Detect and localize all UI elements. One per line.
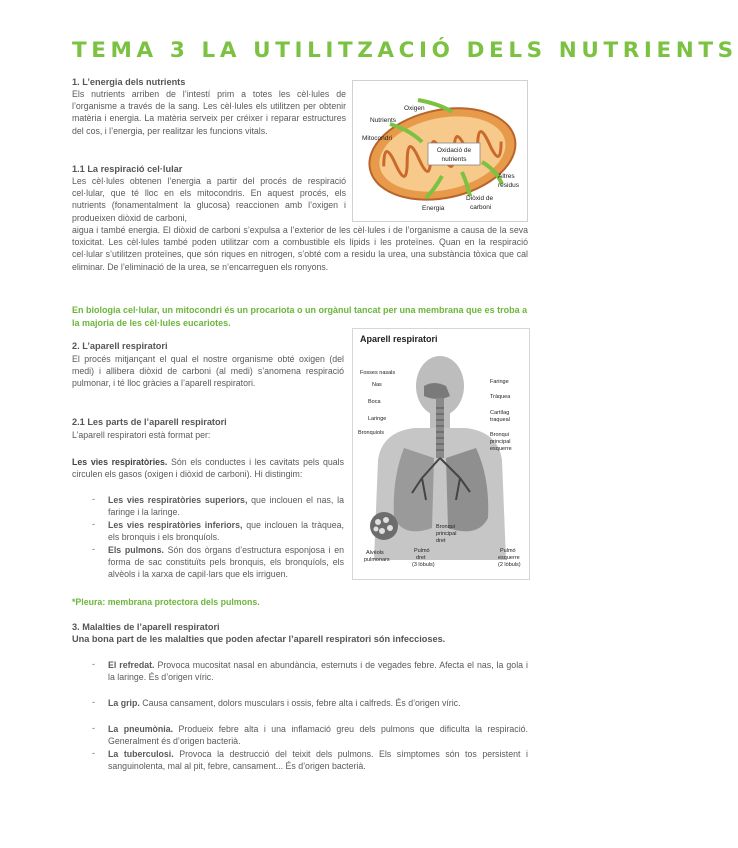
fig2-pulmo-esq-2: esquerre — [498, 555, 520, 561]
fig2-cartilag-2: traqueal — [490, 417, 510, 423]
fig2-cartilag-1: Cartílag — [490, 410, 510, 416]
fig2-alveols-2: pulmonars — [364, 557, 390, 563]
fig2-alveols-1: Alvèols — [366, 550, 384, 556]
list-item — [108, 494, 344, 518]
vies-paragraph — [72, 456, 344, 480]
list-item — [108, 519, 344, 543]
bullet-dash: - — [92, 748, 95, 758]
bullet-dash: - — [92, 697, 95, 707]
list-item-text: que inclouen el nas, la faringe i la laringe. — [108, 495, 344, 518]
fig2-pulmo-dret-3: (3 lòbuls) — [412, 562, 435, 568]
fig2-bronquiols: Bronquiols — [358, 430, 384, 436]
list-item — [108, 697, 528, 709]
vies-text: Són els conductes i les cavitats pels quals circulen els gasos (oxigen i diòxid de carboni). Hi distingim: — [72, 457, 344, 480]
fig1-diox-2: carboni — [470, 204, 492, 211]
bullet-dash: - — [92, 544, 95, 554]
section-2-text: El procés mitjançant el qual el nostre organisme obté oxigen (del medi) i allibera diòxid de carboni (al medi) s’anomena respiració pulmonar, i té lloc gràcies a l’aparell respiratori. — [72, 354, 344, 389]
fig2-pulmo-esq-1: Pulmó — [500, 548, 516, 554]
respiratory-system-figure — [352, 328, 530, 580]
fig1-oxidacio-1: Oxidació de — [436, 147, 472, 154]
list-item — [108, 659, 528, 683]
fig2-nas: Nas — [372, 382, 382, 388]
section-1-text: Els nutrients arriben de l’intestí prim a totes les cèl·lules de l’organisme a través de la sang. Les cèl·lules els utilitzen per obtenir matèria i energia. La matèria serveix per créixer i reparar estructures del cos, i l’energia, per realitzar les funcions vitals. — [72, 89, 346, 136]
section-2-1-intro: L’aparell respiratori està format per: — [72, 430, 211, 440]
pleura-note: *Pleura: membrana protectora dels pulmons. — [72, 597, 260, 607]
bullet-dash: - — [92, 659, 95, 669]
section-3-intro: Una bona part de les malalties que poden afectar l’aparell respiratori són infeccioses. — [72, 634, 446, 644]
trachea-icon — [436, 398, 444, 458]
fig2-bronqui-dret-3: dret — [436, 538, 446, 544]
list-item-text: Provoca mucositat nasal en abundància, esternuts i de vegades febre. Afecta el nas, la gola i la laringe. És d’origen víric. — [108, 660, 528, 683]
fig2-bronqui-esq-2: principal — [490, 439, 511, 445]
fig2-pulmo-dret-2: dret — [416, 555, 426, 561]
fig1-oxidacio-2: nutrients — [441, 156, 467, 163]
list-item — [108, 748, 528, 772]
bullet-dash: - — [92, 519, 95, 529]
list-item-term: La grip. — [108, 698, 140, 708]
section-1-1-heading: 1.1 La respiració cel·lular — [72, 164, 183, 174]
fig2-bronqui-dret-1: Bronqui — [436, 524, 455, 530]
list-item-term: La tuberculosi. — [108, 749, 174, 759]
fig2-laringe: Laringe — [368, 416, 387, 422]
fig1-energia: Energia — [422, 205, 445, 212]
fig1-nutrients: Nutrients — [370, 117, 397, 124]
page-title: TEMA 3 LA UTILITZACIÓ DELS NUTRIENTS — [72, 38, 738, 63]
list-item-text: Són dos òrgans d’estructura esponjosa i en forma de sac constituïts pels bronquis, els bronquíols, els alvèols i la xarxa de capil·lars que els irriguen. — [108, 545, 344, 580]
fig2-pulmo-esq-3: (2 lòbuls) — [498, 562, 521, 568]
list-item-text: Causa cansament, dolors musculars i ossis, febre alta i calfreds. És d’origen víric. — [139, 698, 461, 708]
fig2-boca: Boca — [368, 399, 381, 405]
fig2-title: Aparell respiratori — [360, 334, 438, 344]
fig2-bronqui-esq-1: Bronqui — [490, 432, 509, 438]
fig2-faringe: Faringe — [490, 379, 509, 385]
alveoli-icon — [370, 512, 398, 540]
list-item-term: Les vies respiratòries inferiors, — [108, 520, 243, 530]
list-item-text: Provoca la destrucció del teixit dels pulmons. Els símptomes són tos persistent i sanguinolenta, mal al pit, febre, cansament... És d’origen bacterià. — [108, 749, 528, 772]
list-item-term: La pneumònia. — [108, 724, 174, 734]
section-2-1-heading: 2.1 Les parts de l’aparell respiratori — [72, 417, 227, 427]
fig2-pulmo-dret-1: Pulmó — [414, 548, 430, 554]
vies-term: Les vies respiratòries. — [72, 457, 168, 467]
section-3-heading: 3. Malalties de l’aparell respiratori — [72, 622, 220, 632]
section-2-heading: 2. L’aparell respiratori — [72, 341, 168, 351]
list-item — [108, 544, 344, 581]
fig2-traquea: Tràquea — [490, 394, 511, 400]
section-1-1-text-b: aigua i també energia. El diòxid de carboni s’expulsa a l’exterior de les cèl·lules i de l’organisme a causa de la seva toxicitat. Les cèl·lules també poden utilitzar com a combustible els lípids i les proteïnes. Quan en la respiració cel·lular s’utilitzen proteïnes, que són riques en nitrogen, s’obté com a residu la urea, una substància tòxica que cal eliminar. De l’eliminació de la urea, se n’encarreguen els ronyons. — [72, 225, 528, 272]
list-item-term: El refredat. — [108, 660, 155, 670]
mitochondrion-note: En biologia cel·lular, un mitocondri és un procariota o un orgànul tancat per una membrana que es troba a la majoria de les cèl·lules eucariotes. — [72, 305, 528, 328]
fig2-bronqui-dret-2: principal — [436, 531, 457, 537]
list-item-term: Els pulmons. — [108, 545, 164, 555]
fig1-mitocondri: Mitocondri — [362, 135, 392, 142]
list-item — [108, 723, 528, 747]
list-item-term: Les vies respiratòries superiors, — [108, 495, 248, 505]
fig1-oxigen: Oxigen — [404, 105, 425, 112]
fig1-altres-1: Altres — [498, 173, 515, 180]
mitochondrion-figure — [352, 80, 528, 222]
fig2-fosses: Fosses nasals — [360, 370, 396, 376]
list-item-text: que inclouen la tràquea, els bronquis i els bronquíols. — [108, 520, 344, 543]
fig1-altres-2: residus — [498, 182, 519, 189]
bullet-dash: - — [92, 723, 95, 733]
list-item-text: Produeix febre alta i una inflamació greu dels pulmons que dificulta la respiració. Generalment és d’origen bacterià. — [108, 724, 528, 747]
fig2-bronqui-esq-3: esquerre — [490, 446, 512, 452]
fig1-diox-1: Diòxid de — [466, 195, 494, 202]
bullet-dash: - — [92, 494, 95, 504]
section-1-heading: 1. L’energia dels nutrients — [72, 77, 186, 87]
section-1-1-text-a: Les cèl·lules obtenen l’energia a partir del procés de respiració cel·lular, que té lloc en els mitocondris. En aquest procés, els nutrients (fonamentalment la glucosa) reaccionen amb l’oxigen i produeixen diòxid de carboni, — [72, 176, 346, 223]
